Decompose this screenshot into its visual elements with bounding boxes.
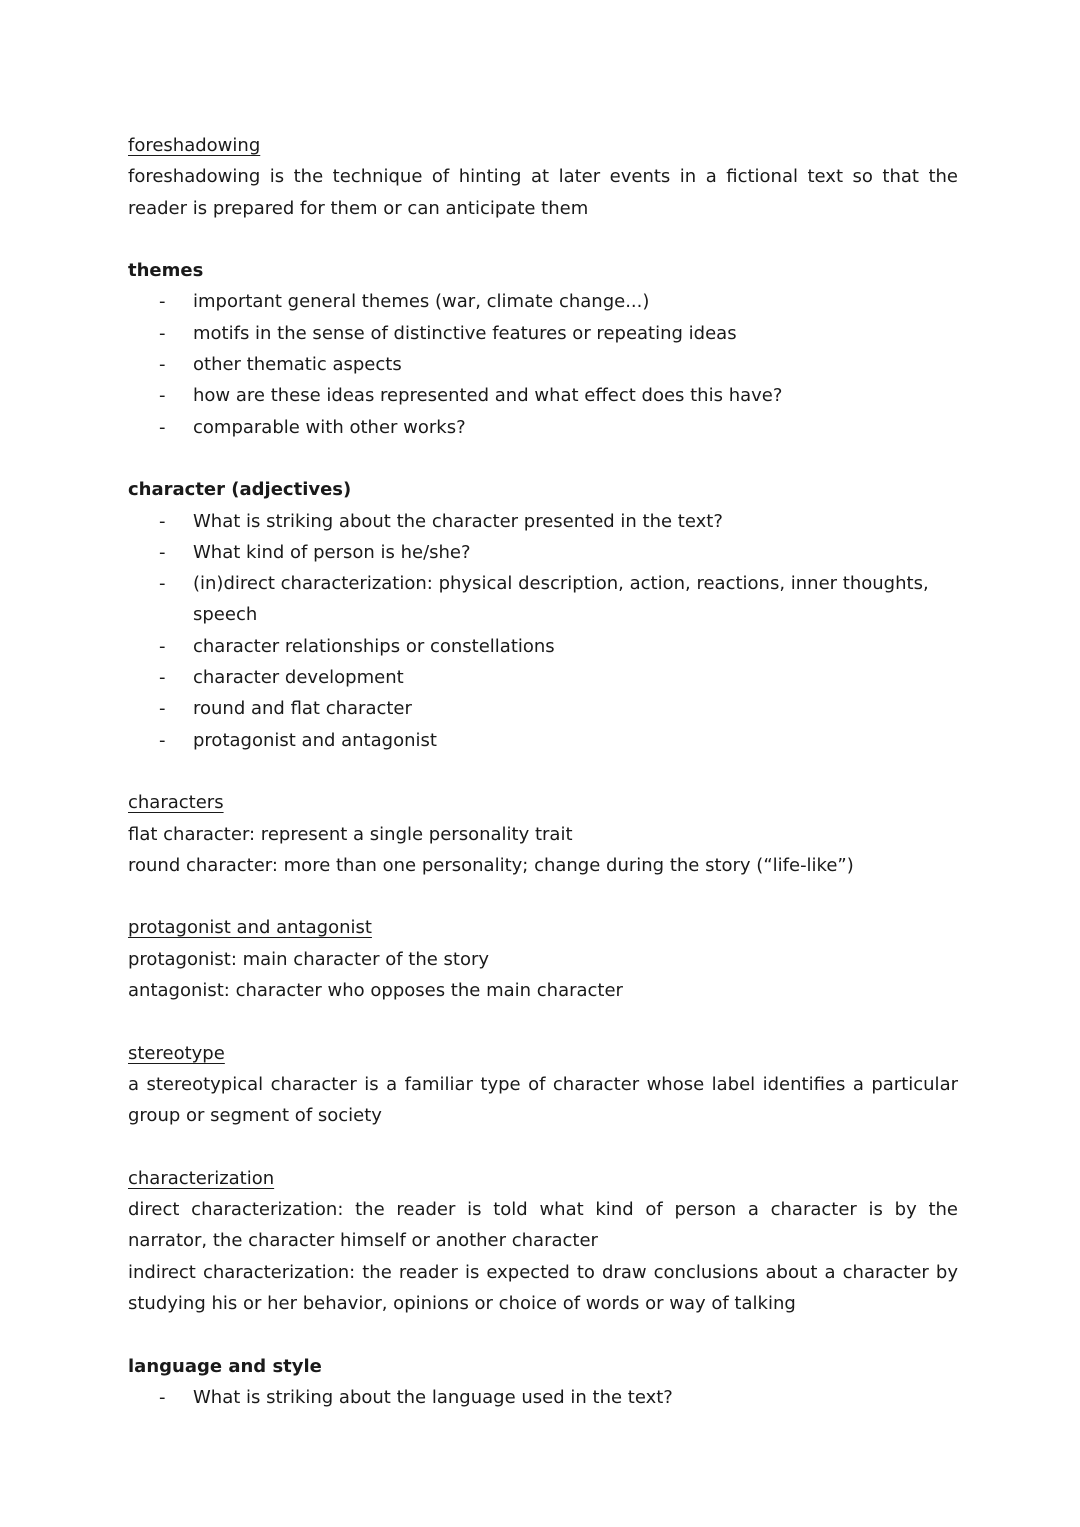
section-themes [128, 255, 958, 443]
list-item: - how are these ideas represented and what effect does this have? [128, 380, 958, 411]
heading-character: character (adjectives) [128, 479, 352, 501]
section-characterization [128, 1163, 958, 1319]
heading-themes: themes [128, 260, 204, 282]
list-item: - motifs in the sense of distinctive features or repeating ideas [128, 318, 958, 349]
flat-character-definition: flat character: represent a single personality trait [128, 823, 573, 845]
dash-bullet: - [159, 573, 166, 595]
list-item: - character development [128, 662, 958, 693]
antagonist-definition: antagonist: character who opposes the main character [128, 980, 623, 1002]
language-list [128, 1382, 958, 1413]
list-item: - other thematic aspects [128, 349, 958, 380]
dash-bullet: - [159, 635, 166, 657]
heading-stereotype: stereotype [128, 1042, 225, 1064]
heading-foreshadowing: foreshadowing [128, 135, 261, 156]
dash-bullet: - [159, 729, 166, 751]
dash-bullet: - [159, 698, 166, 720]
themes-list [128, 286, 958, 442]
dash-bullet: - [159, 510, 166, 532]
heading-language-style: language and style [128, 1355, 322, 1377]
document-page [128, 130, 958, 1444]
dash-bullet: - [159, 291, 166, 313]
list-item: - round and flat character [128, 693, 958, 724]
list-item: - What kind of person is he/she? [128, 537, 958, 568]
section-foreshadowing [128, 130, 958, 224]
list-item: - comparable with other works? [128, 412, 958, 443]
list-item: - (in)direct characterization: physical description, action, reactions, inner thoughts, speech [128, 568, 958, 631]
section-stereotype [128, 1038, 958, 1132]
section-character [128, 474, 958, 756]
heading-protagonist-antagonist: protagonist and antagonist [128, 917, 372, 939]
protagonist-definition: protagonist: main character of the story [128, 948, 490, 970]
dash-bullet: - [159, 322, 166, 344]
dash-bullet: - [159, 1386, 166, 1408]
direct-characterization-definition: direct characterization: the reader is told what kind of person a character is by the narrator, the character himself or another character [128, 1199, 958, 1252]
character-list [128, 506, 958, 756]
list-item: - What is striking about the language used in the text? [128, 1382, 958, 1413]
stereotype-definition: a stereotypical character is a familiar type of character whose label identifies a particular group or segment of society [128, 1073, 958, 1127]
dash-bullet: - [159, 354, 166, 376]
heading-characters: characters [128, 792, 224, 814]
heading-characterization: characterization [128, 1167, 275, 1189]
dash-bullet: - [159, 667, 166, 689]
section-protagonist-antagonist [128, 912, 958, 1006]
list-item: - character relationships or constellations [128, 631, 958, 662]
dash-bullet: - [159, 541, 166, 563]
section-language-style [128, 1351, 958, 1414]
list-item: - protagonist and antagonist [128, 725, 958, 756]
round-character-definition: round character: more than one personality; change during the story (“life-like”) [128, 854, 854, 876]
section-characters [128, 787, 958, 881]
dash-bullet: - [159, 385, 166, 407]
foreshadowing-definition: foreshadowing is the technique of hinting at later events in a fictional text so that the reader is prepared for them or can anticipate them [128, 166, 958, 219]
list-item: - important general themes (war, climate change...) [128, 286, 958, 317]
list-item: - What is striking about the character presented in the text? [128, 506, 958, 537]
dash-bullet: - [159, 416, 166, 438]
indirect-characterization-definition: indirect characterization: the reader is expected to draw conclusions about a character by studying his or her behavior, opinions or choice of words or way of talking [128, 1261, 958, 1314]
